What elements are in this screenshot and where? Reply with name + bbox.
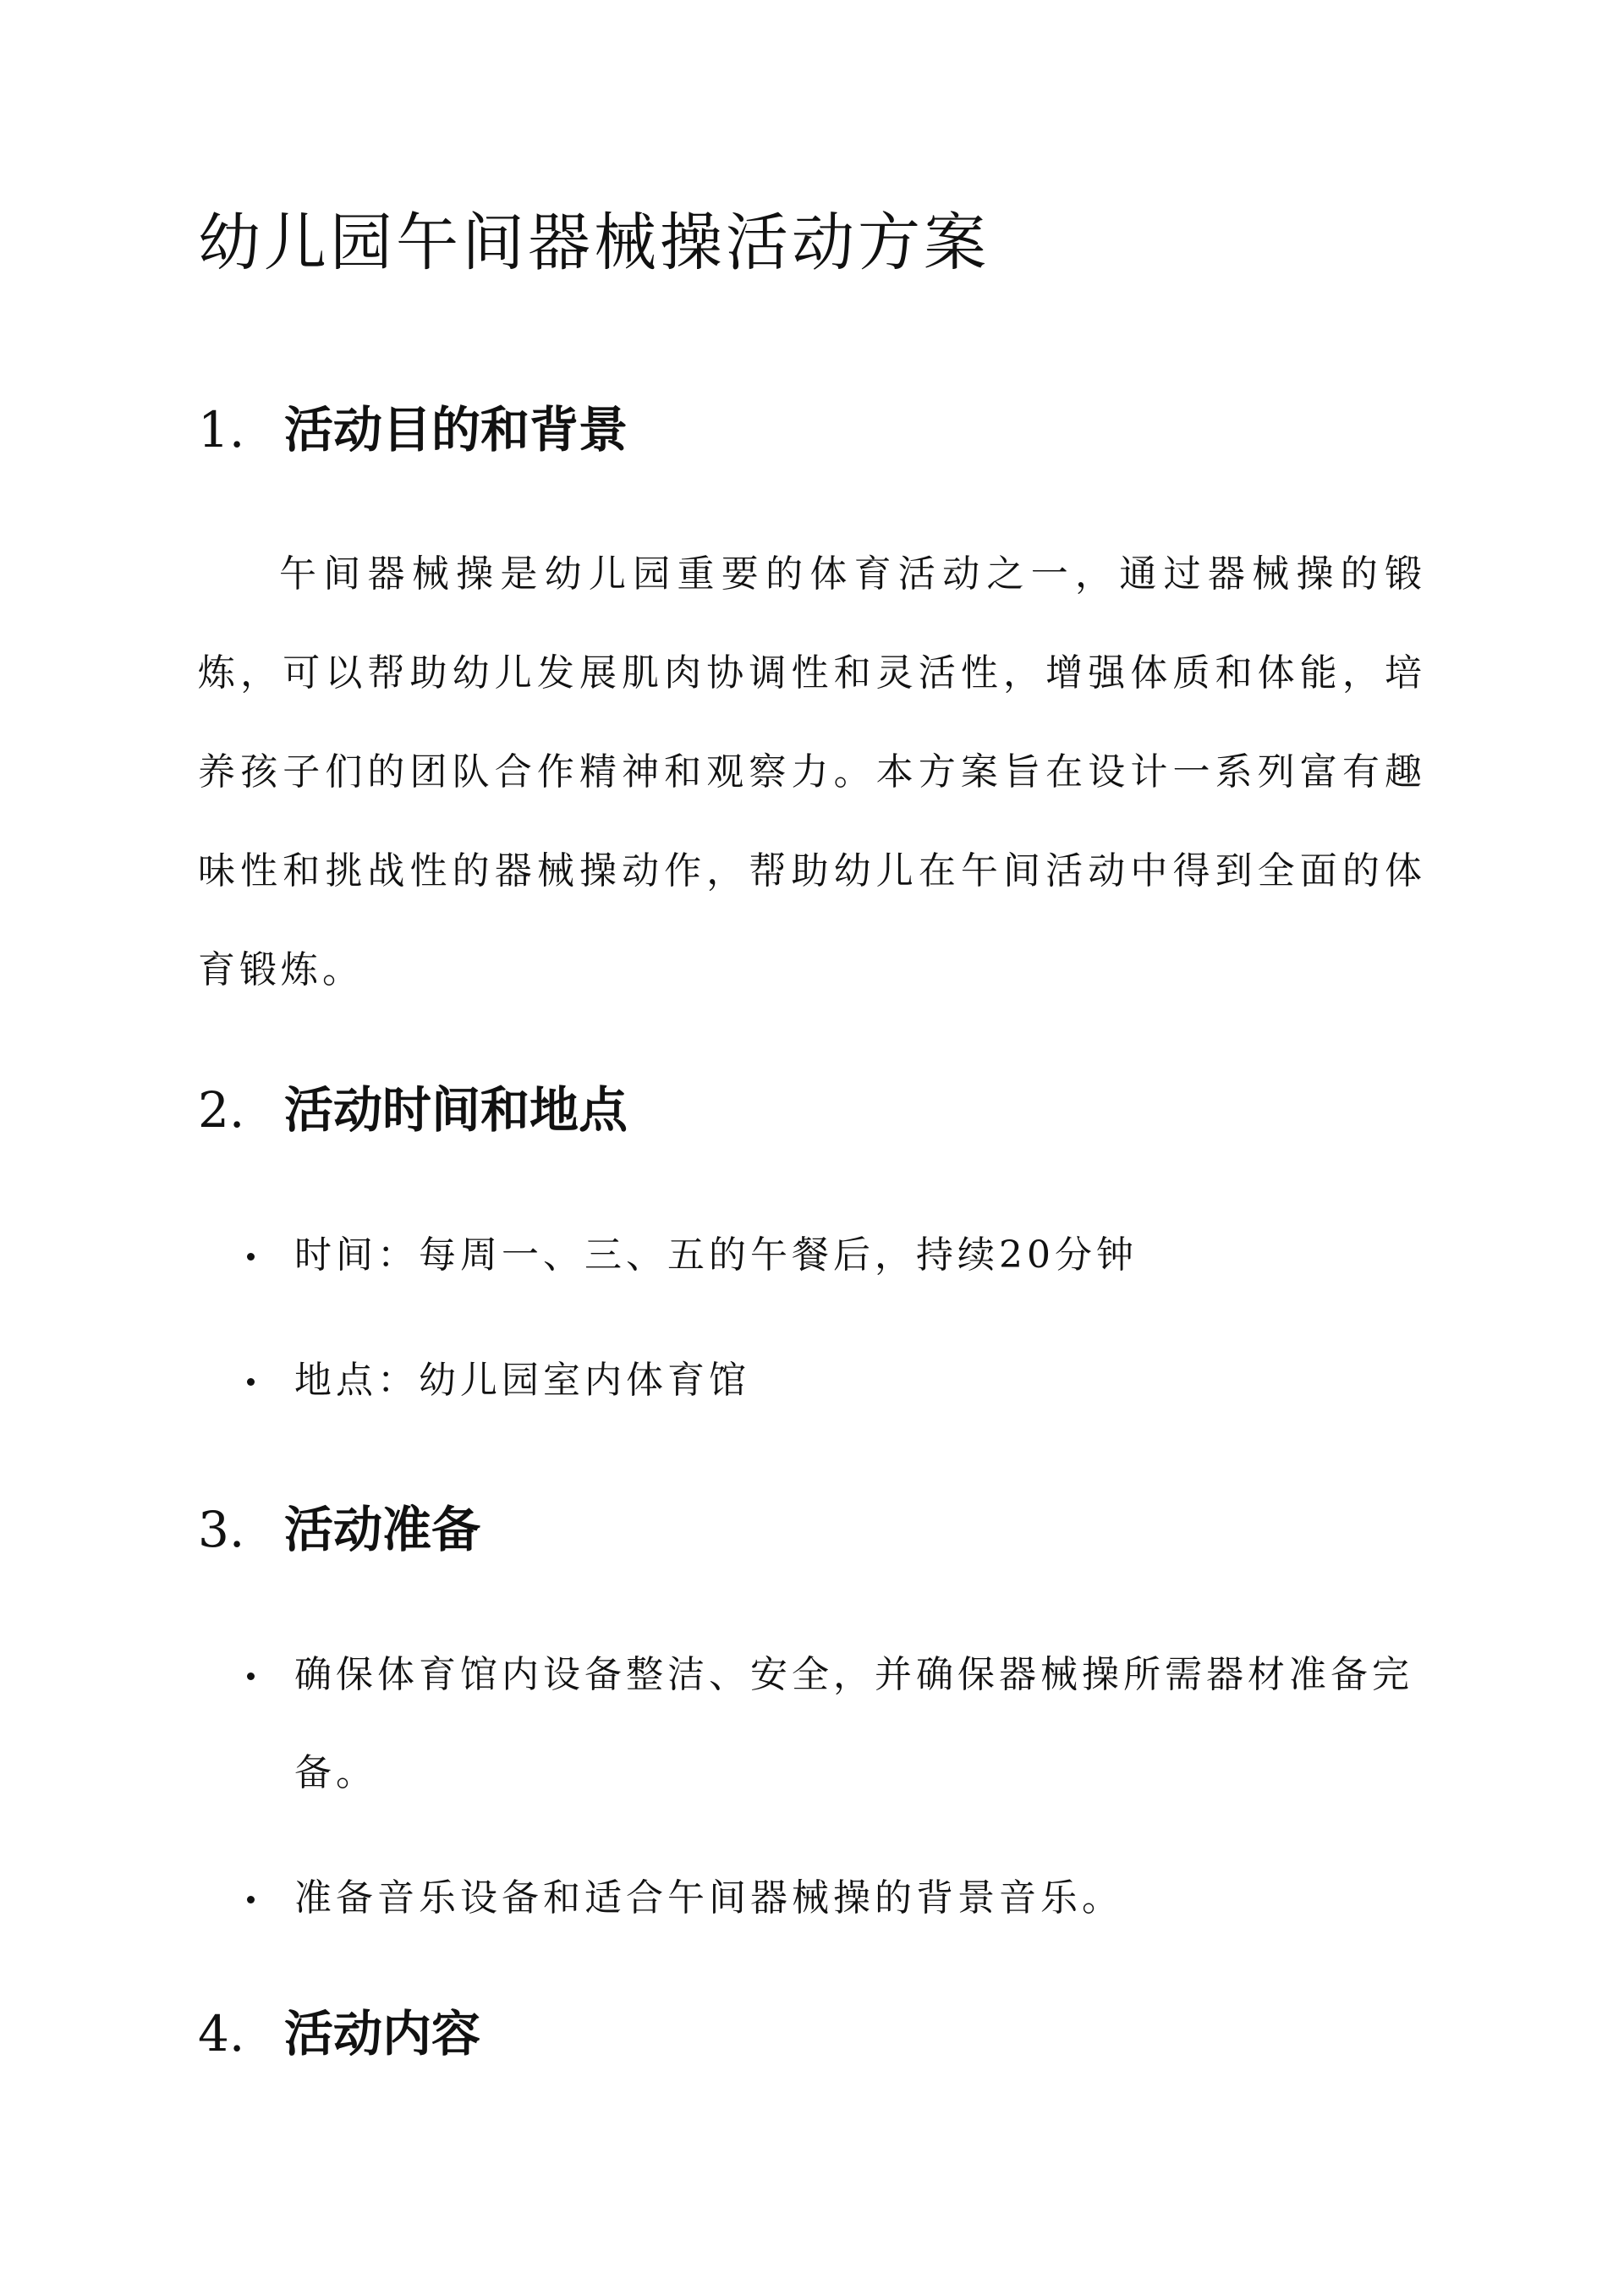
section-number: 3. (198, 1501, 245, 1558)
section-number: 2. (198, 1081, 245, 1139)
page-title: 幼儿园午间器械操活动方案 (198, 206, 990, 279)
bullet-icon (247, 1896, 255, 1903)
section-number: 4. (198, 2005, 245, 2063)
bullet-icon (247, 1378, 255, 1386)
section-title: 活动内容 (284, 2005, 481, 2063)
list-item (245, 1206, 1429, 1305)
section-heading-preparation (198, 1496, 480, 1563)
list-item (245, 1332, 1429, 1430)
section-title: 活动时间和地点 (284, 1081, 628, 1139)
section-paragraph-purpose: 午间器械操是幼儿园重要的体育活动之一，通过器械操的锻炼，可以帮助幼儿发展肌肉协调性和灵活性，增强体质和体能，培养孩子们的团队合作精神和观察力。本方案旨在设计一系列富有趣味性和挑战性的器械操动作，帮助幼儿在午间活动中得到全面的体育锻炼。 (198, 552, 1426, 991)
list-item (245, 1626, 1419, 1822)
list-item (245, 1849, 1429, 1947)
section-heading-purpose (198, 396, 628, 464)
bullet-icon (247, 1253, 255, 1261)
time-place-list (245, 1206, 1429, 1457)
list-item-text: 时间：每周一、三、五的午餐后，持续20分钟 (294, 1233, 1138, 1277)
list-item-text: 准备音乐设备和适合午间器械操的背景音乐。 (294, 1876, 1123, 1920)
section-title: 活动准备 (284, 1501, 481, 1558)
list-item-text: 地点：幼儿园室内体育馆 (294, 1359, 750, 1402)
section-number: 1. (198, 401, 245, 459)
section-title: 活动目的和背景 (284, 401, 628, 459)
list-item-text: 确保体育馆内设备整洁、安全，并确保器械操所需器材准备完备。 (294, 1653, 1413, 1794)
bullet-icon (247, 1673, 255, 1680)
section-heading-content (198, 2000, 480, 2068)
section-heading-time-place (198, 1076, 628, 1144)
preparation-list (245, 1626, 1429, 1975)
